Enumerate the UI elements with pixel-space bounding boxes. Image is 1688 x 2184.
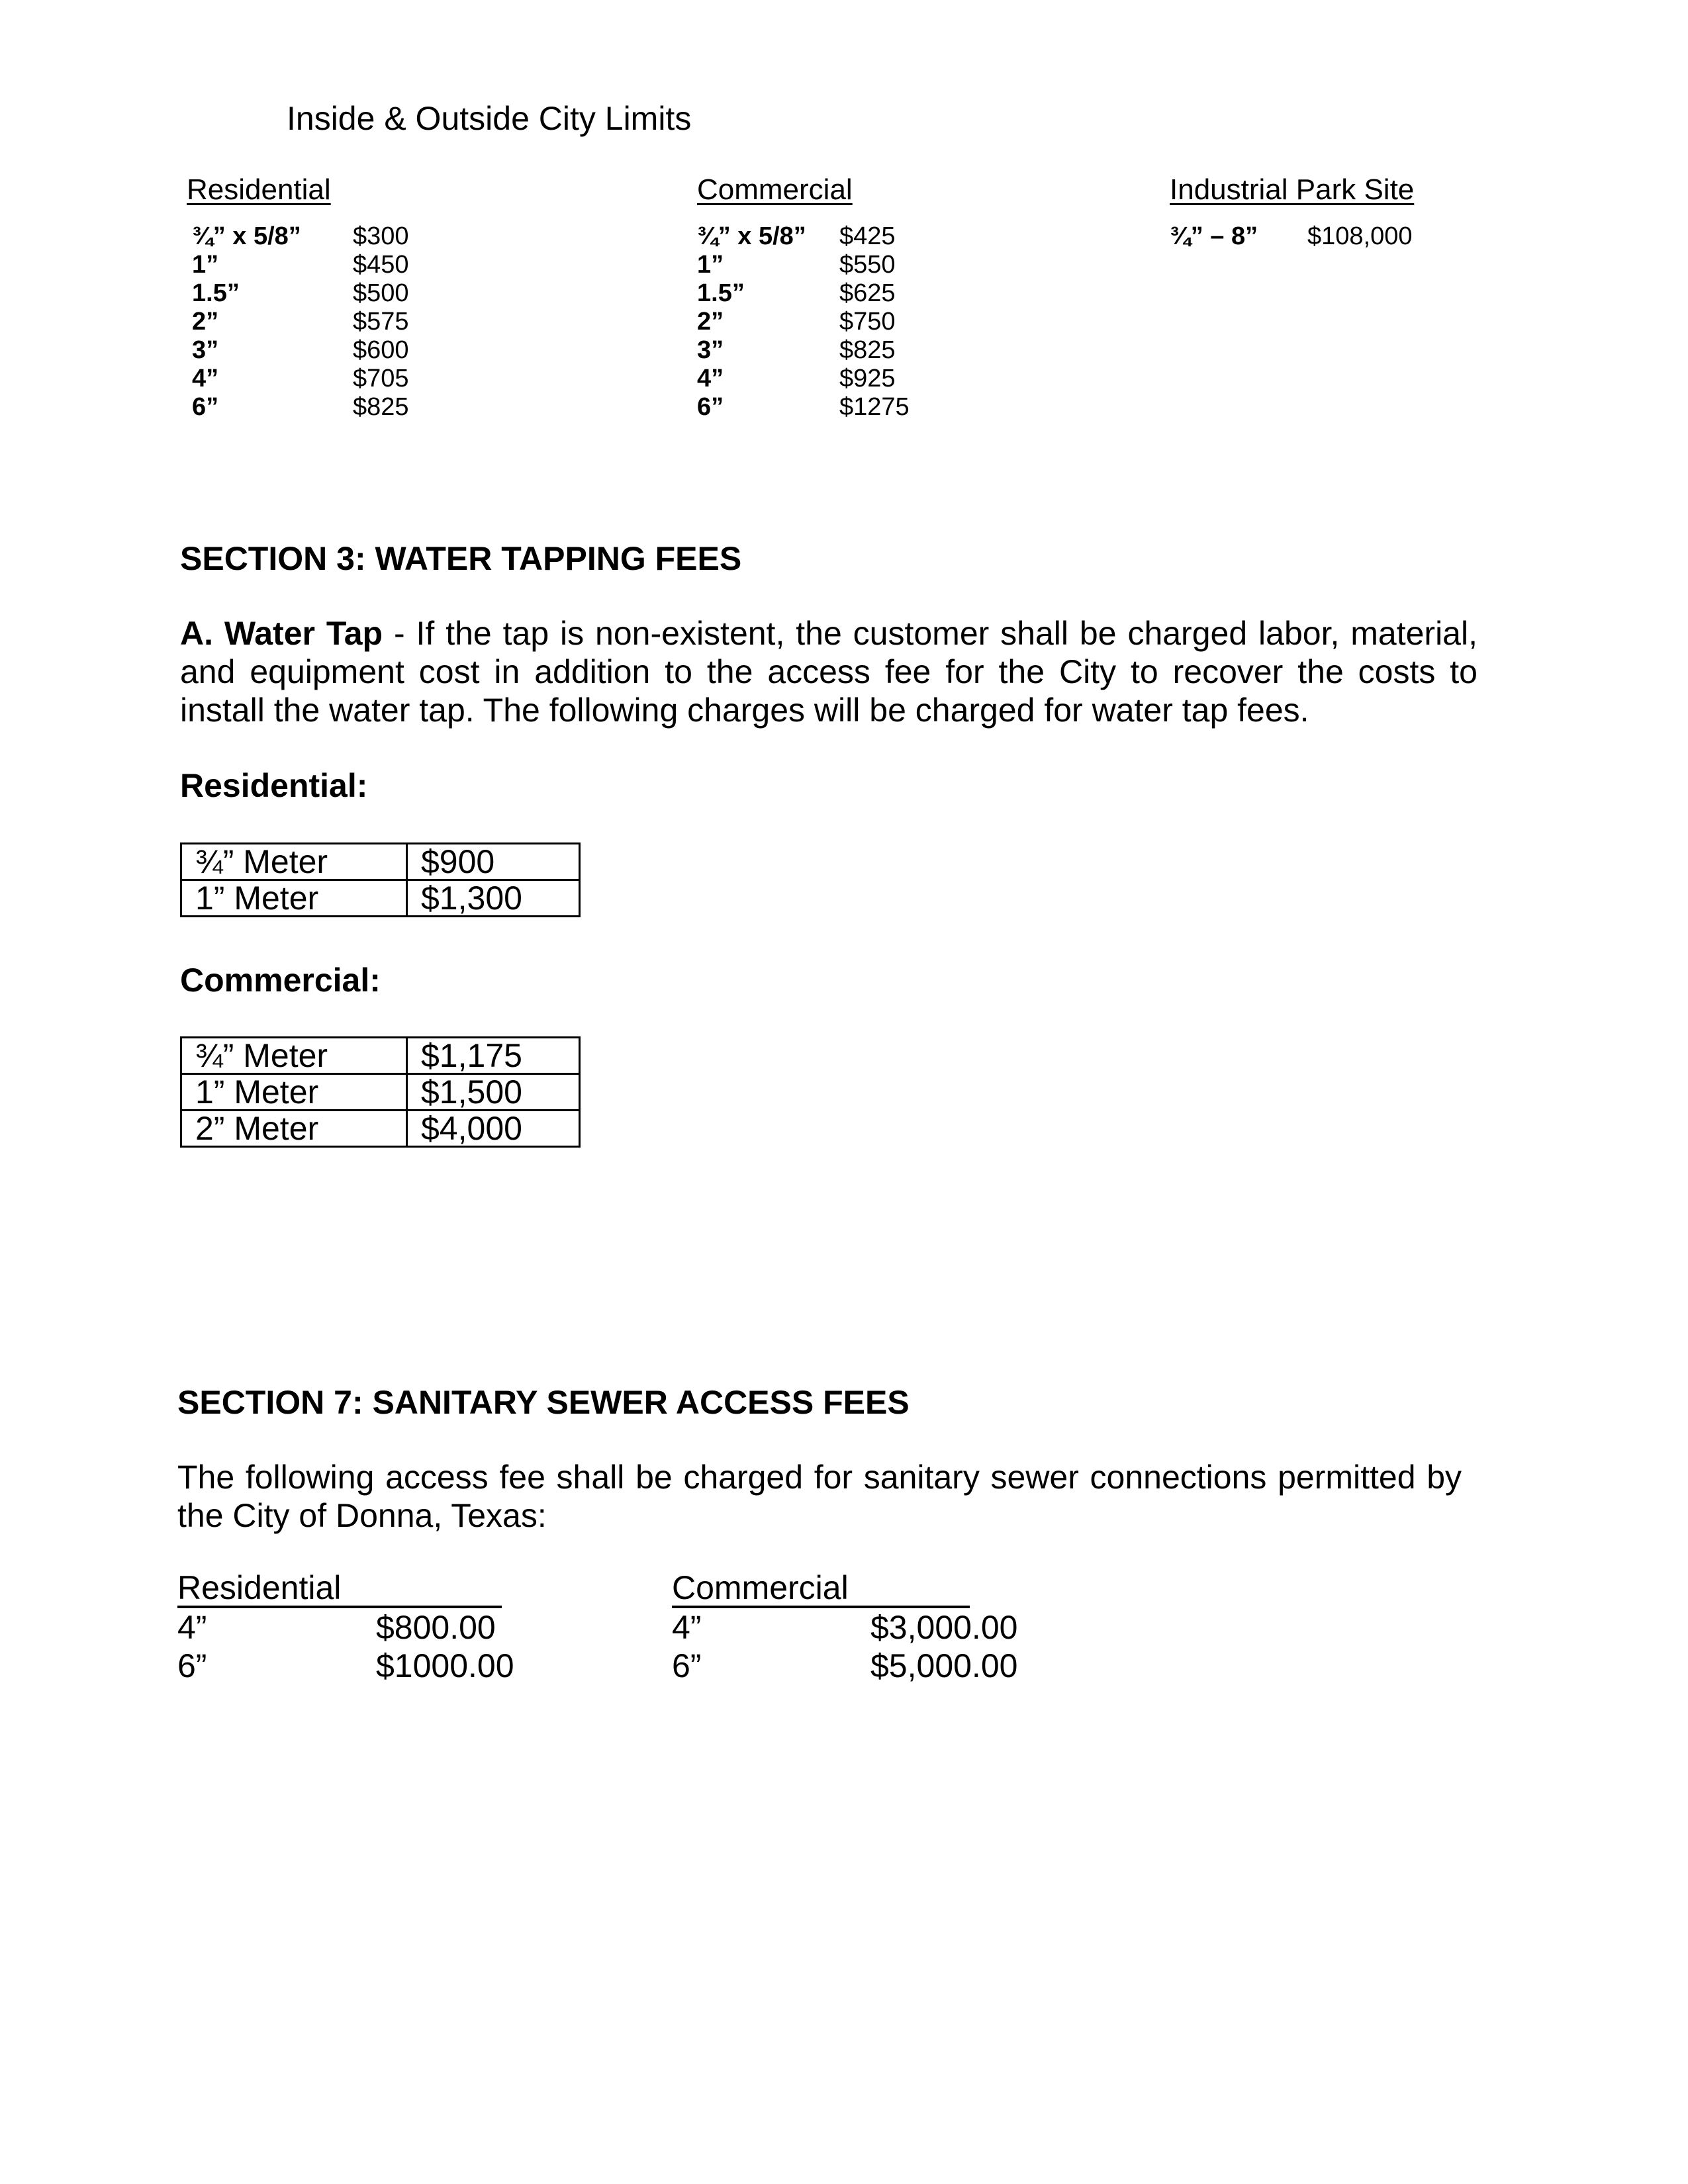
fee-amount: $450 (353, 251, 409, 279)
list-item (192, 365, 409, 393)
meter-size: 4” (192, 365, 219, 392)
list-item (697, 251, 910, 279)
pipe-size: 4” (177, 1609, 207, 1646)
section-3-title: SECTION 3: WATER TAPPING FEES (180, 540, 742, 577)
fee-amount: $1275 (839, 393, 910, 421)
list-item (697, 222, 910, 251)
fee-amount: $550 (839, 251, 896, 279)
table-row (181, 1074, 580, 1111)
list-item (697, 308, 910, 336)
fee-amount: $600 (353, 336, 409, 364)
meter-size: 1.5” (697, 279, 745, 307)
sewer-commercial-block (672, 1570, 1017, 1685)
fee-cell: $1,300 (407, 880, 580, 917)
fee-amount: $108,000 (1307, 222, 1413, 250)
pipe-size: 6” (672, 1647, 702, 1684)
list-item (1170, 222, 1413, 251)
fee-cell: $1,500 (407, 1074, 580, 1111)
list-item (192, 336, 409, 365)
list-item (192, 308, 409, 336)
fee-cell: $1,175 (407, 1038, 580, 1074)
fee-cell: $4,000 (407, 1111, 580, 1147)
section-3-paragraph (180, 614, 1477, 729)
fee-amount: $825 (353, 393, 409, 421)
meter-size: 1” (192, 251, 219, 279)
water-tap-commercial-table (180, 1036, 581, 1148)
water-tap-residential-table (180, 842, 581, 917)
meter-size: ¾” x 5/8” (192, 222, 301, 250)
meter-size: 1.5” (192, 279, 240, 307)
fee-amount: $925 (839, 365, 896, 392)
fee-amount: $300 (353, 222, 409, 250)
table-row (181, 1111, 580, 1147)
meter-size: ¾” – 8” (1170, 222, 1258, 250)
meter-size: 4” (697, 365, 724, 392)
table-row (181, 844, 580, 880)
list-item (697, 365, 910, 393)
sewer-residential-heading: Residential (177, 1570, 502, 1608)
list-item (177, 1647, 514, 1685)
industrial-heading: Industrial Park Site (1170, 173, 1415, 206)
fee-amount: $625 (839, 279, 896, 307)
water-tap-commercial-heading: Commercial: (180, 962, 381, 999)
paragraph-lead: A. Water Tap (180, 615, 383, 652)
meter-cell: ¾” Meter (181, 844, 407, 880)
meter-size: 3” (697, 336, 724, 364)
meter-size: 2” (192, 308, 219, 336)
meter-size: 3” (192, 336, 219, 364)
fee-amount: $800.00 (376, 1609, 496, 1646)
list-item (672, 1608, 1017, 1647)
commercial-access-list (697, 222, 910, 422)
meter-size: 6” (192, 393, 219, 421)
meter-cell: 1” Meter (181, 1074, 407, 1111)
sewer-residential-block (177, 1570, 514, 1685)
list-item (192, 393, 409, 422)
list-item (192, 251, 409, 279)
fee-cell: $900 (407, 844, 580, 880)
fee-amount: $3,000.00 (870, 1609, 1018, 1646)
industrial-access-list (1170, 222, 1413, 251)
fee-amount: $705 (353, 365, 409, 392)
sewer-commercial-heading: Commercial (672, 1570, 970, 1608)
meter-size: 6” (697, 393, 724, 421)
list-item (672, 1647, 1017, 1685)
meter-size: 1” (697, 251, 724, 279)
table-row (181, 1038, 580, 1074)
residential-access-list (192, 222, 409, 422)
meter-cell: 1” Meter (181, 880, 407, 917)
list-item (697, 393, 910, 422)
section-7-title: SECTION 7: SANITARY SEWER ACCESS FEES (177, 1384, 910, 1421)
fee-amount: $500 (353, 279, 409, 307)
list-item (697, 279, 910, 308)
meter-size: ¾” x 5/8” (697, 222, 806, 250)
pipe-size: 4” (672, 1609, 702, 1646)
fee-amount: $425 (839, 222, 896, 250)
fee-amount: $750 (839, 308, 896, 336)
section-7-paragraph: The following access fee shall be charged for sanitary sewer connections permitted by the City of Donna, Texas: (177, 1459, 1462, 1534)
meter-cell: 2” Meter (181, 1111, 407, 1147)
list-item (697, 336, 910, 365)
residential-heading: Residential (187, 173, 331, 206)
list-item (192, 222, 409, 251)
water-tap-residential-heading: Residential: (180, 767, 368, 804)
commercial-heading: Commercial (697, 173, 853, 206)
fee-amount: $1000.00 (376, 1647, 514, 1684)
paragraph-body: - If the tap is non-existent, the customer shall be charged labor, material, and equipment cost in addition to the access fee for the City to recover the costs to install the water tap. The following charges will be charged for water tap fees. (180, 615, 1477, 729)
list-item (177, 1608, 514, 1647)
list-item (192, 279, 409, 308)
fee-amount: $575 (353, 308, 409, 336)
fee-amount: $825 (839, 336, 896, 364)
meter-cell: ¾” Meter (181, 1038, 407, 1074)
meter-size: 2” (697, 308, 724, 336)
pipe-size: 6” (177, 1647, 207, 1684)
page-subtitle: Inside & Outside City Limits (287, 100, 692, 137)
table-row (181, 880, 580, 917)
fee-amount: $5,000.00 (870, 1647, 1018, 1684)
